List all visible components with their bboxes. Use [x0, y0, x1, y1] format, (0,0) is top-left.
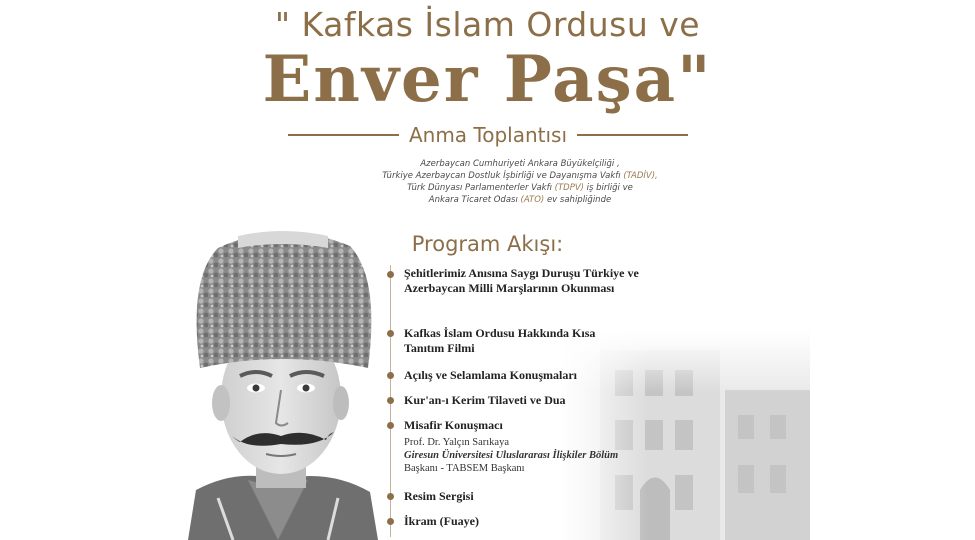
timeline-dot	[387, 397, 394, 404]
organizer-line: Azerbaycan Cumhuriyeti Ankara Büyükelçiliği ,	[420, 159, 620, 169]
organizers-text	[330, 158, 710, 206]
timeline-dot	[387, 330, 394, 337]
title-line-1: " Kafkas İslam Ordusu ve	[274, 5, 701, 44]
program-item: Resim Sergisi	[404, 489, 474, 503]
right-rule-divider	[577, 134, 688, 136]
organizer-line: Türkiye Azerbaycan Dostluk İşbirliği ve Dayanışma Vakfı (TADİV),	[382, 171, 658, 181]
program-heading: Program Akışı:	[411, 232, 564, 256]
program-item: Misafir Konuşmacı	[404, 418, 503, 432]
timeline-dot	[387, 372, 394, 379]
speaker-institution: Giresun Üniversitesi Uluslararası İlişkiler Bölüm	[404, 450, 619, 461]
timeline-dot	[387, 518, 394, 525]
title-line-2: Enver Paşa"	[262, 42, 713, 117]
subtitle: Anma Toplantısı	[408, 123, 568, 147]
enver-pasha-portrait-image	[178, 218, 388, 540]
program-item: İkram (Fuaye)	[404, 514, 479, 528]
program-item: Şehitlerimiz Anısına Saygı Duruşu Türkiye ve Azerbaycan Milli Marşlarının Okunması	[404, 266, 639, 295]
left-rule-divider	[288, 134, 399, 136]
program-item: Açılış ve Selamlama Konuşmaları	[404, 368, 577, 382]
program-item: Kafkas İslam Ordusu Hakkında Kısa Tanıtım Filmi	[404, 326, 596, 355]
subtitle-row	[288, 118, 688, 152]
timeline-dot	[387, 422, 394, 429]
speaker-name: Prof. Dr. Yalçın Sarıkaya	[404, 437, 509, 448]
program-item: Kur'an-ı Kerim Tilaveti ve Dua	[404, 393, 566, 407]
organizer-line: Türk Dünyası Parlamenterler Vakfı (TDPV) iş birliği ve	[407, 183, 633, 193]
organizer-line: Ankara Ticaret Odası (ATO) ev sahipliğinde	[428, 195, 612, 205]
speaker-role: Başkanı - TABSEM Başkanı	[404, 463, 525, 474]
timeline-dot	[387, 493, 394, 500]
building-backdrop-image	[560, 330, 810, 540]
timeline-dot	[387, 271, 394, 278]
